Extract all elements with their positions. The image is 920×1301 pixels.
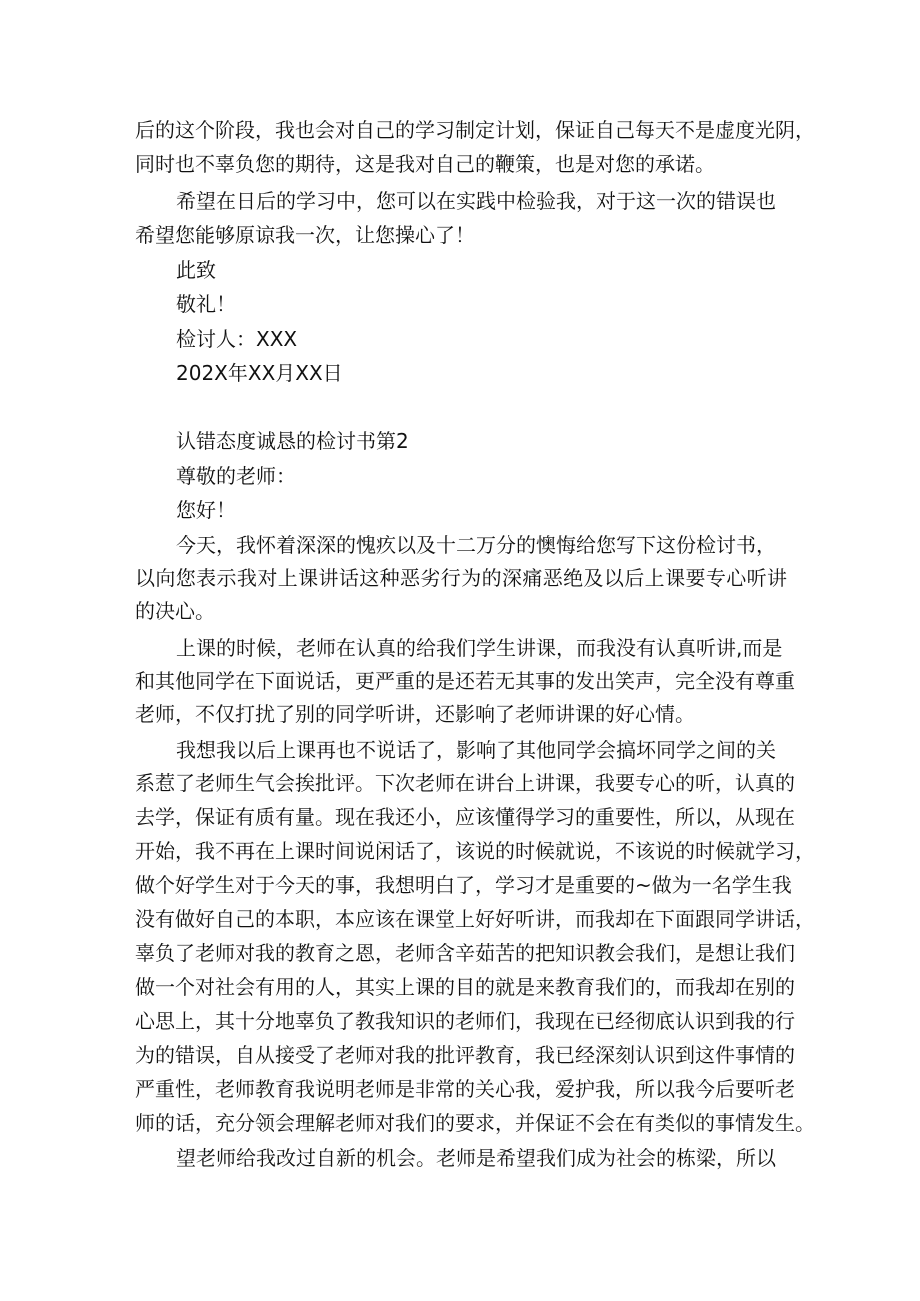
text-line: 师的话，充分领会理解老师对我们的要求，并保证不会在有类似的事情发生。 [135, 1111, 815, 1135]
text-line: 敬礼！ [176, 292, 236, 316]
date-line: 202X年XX月XX日 [176, 361, 343, 385]
text-line: 心思上，其十分地辜负了教我知识的老师们，我现在已经彻底认识到我的行 [135, 1009, 795, 1033]
text-line: 辜负了老师对我的教育之恩，老师含辛茹苦的把知识教会我们，是想让我们 [135, 941, 795, 965]
text-line: 今天，我怀着深深的愧疚以及十二万分的懊悔给您写下这份检讨书， [176, 533, 776, 557]
text-line: 希望在日后的学习中，您可以在实践中检验我，对于这一次的错误也 [176, 189, 776, 213]
text-line: 去学，保证有质有量。现在我还小，应该懂得学习的重要性，所以，从现在 [135, 805, 795, 829]
text-line: 老师，不仅打扰了别的同学听讲，还影响了老师讲课的好心情。 [135, 702, 695, 726]
text-line: 和其他同学在下面说话，更严重的是还若无其事的发出笑声，完全没有尊重 [135, 669, 795, 693]
text-line: 上课的时候，老师在认真的给我们学生讲课，而我没有认真听讲,而是 [176, 636, 783, 660]
text-line: 系惹了老师生气会挨批评。下次老师在讲台上讲课，我要专心的听，认真的 [135, 771, 795, 795]
section-title: 认错态度诚恳的检讨书第2 [176, 429, 409, 453]
text-line: 同时也不辜负您的期待，这是我对自己的鞭策，也是对您的承诺。 [135, 152, 715, 176]
text-line: 开始，我不再在上课时间说闲话了，该说的时候就说，不该说的时候就学习， [135, 839, 815, 863]
text-line: 后的这个阶段，我也会对自己的学习制定计划，保证自己每天不是虚度光阴， [135, 118, 815, 142]
text-line: 此致 [176, 258, 216, 282]
text-line: 以向您表示我对上课讲话这种恶劣行为的深痛恶绝及以后上课要专心听讲 [135, 566, 787, 590]
salutation: 尊敬的老师： [176, 464, 296, 488]
text-line: 希望您能够原谅我一次，让您操心了！ [135, 223, 475, 247]
text-line: 我想我以后上课再也不说话了，影响了其他同学会搞坏同学之间的关 [176, 738, 776, 762]
greeting: 您好！ [176, 498, 236, 522]
text-line: 做个好学生对于今天的事，我想明白了，学习才是重要的~做为一名学生我 [135, 873, 792, 897]
text-line: 做一个对社会有用的人，其实上课的目的就是来教育我们的，而我却在别的 [135, 975, 795, 999]
text-line: 望老师给我改过自新的机会。老师是希望我们成为社会的栋梁，所以 [176, 1146, 776, 1170]
text-line: 严重性，老师教育我说明老师是非常的关心我，爱护我，所以我今后要听老 [135, 1077, 795, 1101]
signature-line: 检讨人：XXX [176, 327, 298, 351]
text-line: 为的错误，自从接受了老师对我的批评教育，我已经深刻认识到这件事情的 [135, 1043, 795, 1067]
text-line: 的决心。 [135, 599, 215, 623]
text-line: 没有做好自己的本职，本应该在课堂上好好听讲，而我却在下面跟同学讲话， [135, 907, 815, 931]
